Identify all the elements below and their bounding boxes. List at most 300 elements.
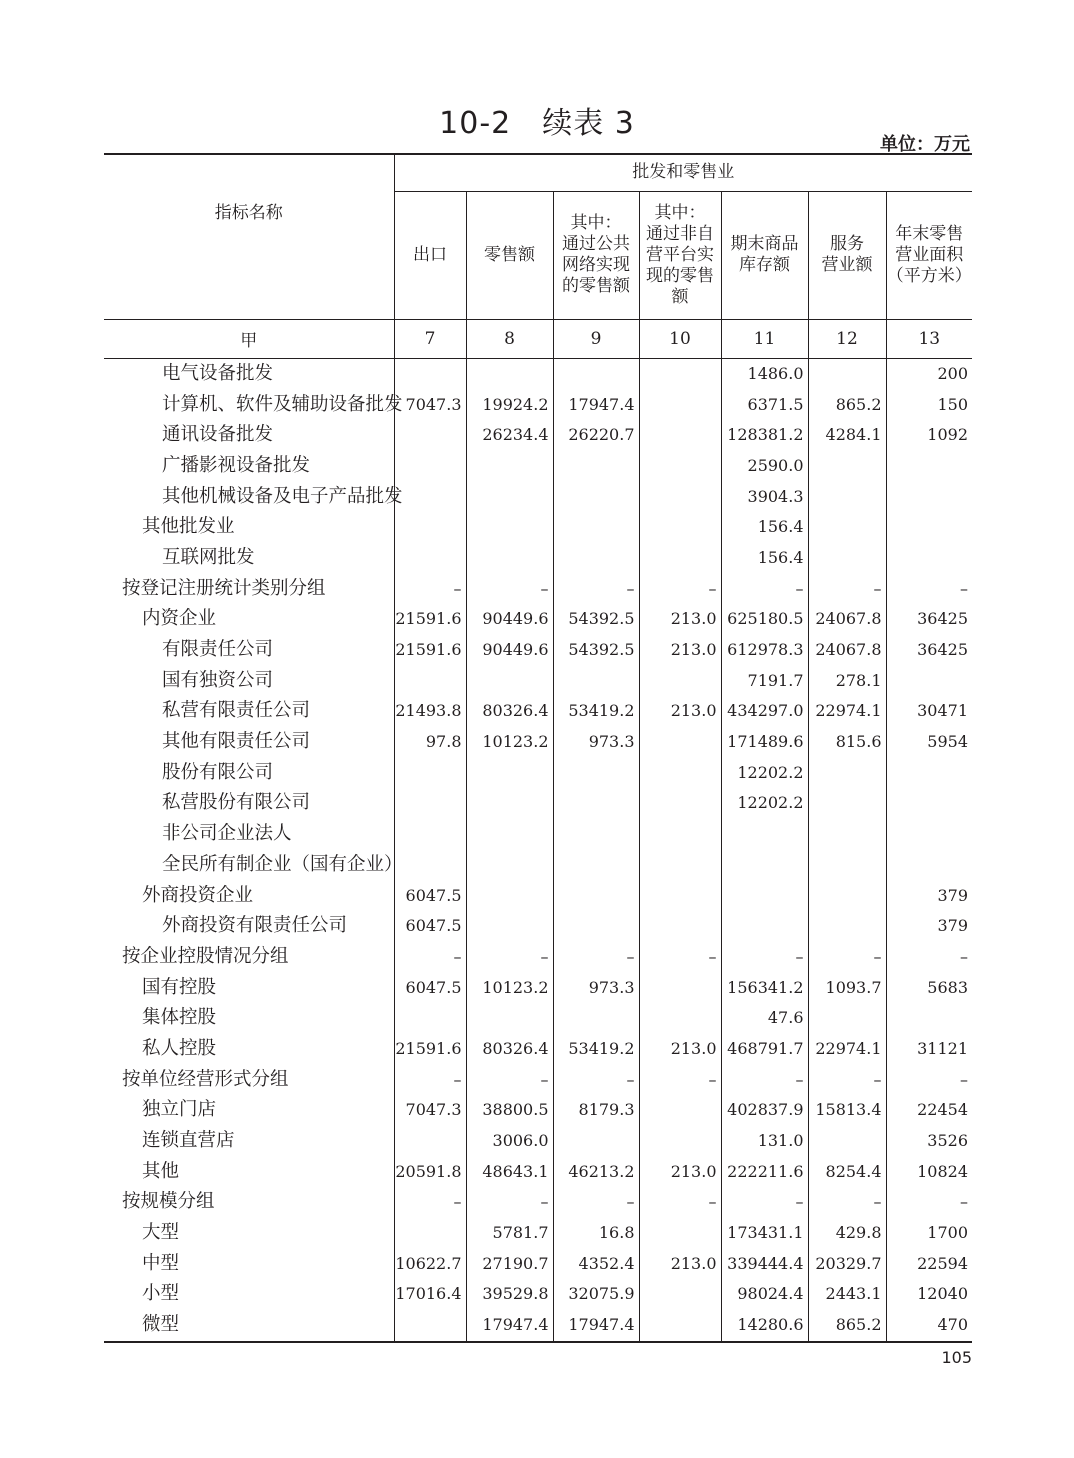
table-cell — [553, 1126, 639, 1157]
table-cell: – — [886, 1187, 972, 1218]
row-label: 通讯设备批发 — [162, 424, 274, 446]
table-cell: 53419.2 — [553, 1034, 639, 1065]
table-cell — [553, 665, 639, 696]
column-header-line: 通过公共 — [562, 234, 630, 254]
table-cell: 17016.4 — [394, 1279, 466, 1310]
table-cell: 54392.5 — [553, 635, 639, 666]
table-cell — [639, 451, 721, 482]
table-cell: 46213.2 — [553, 1156, 639, 1187]
table-cell — [886, 665, 972, 696]
table-cell: 6047.5 — [394, 880, 466, 911]
table-cell — [808, 850, 886, 881]
table-cell: – — [639, 942, 721, 973]
table-cell: 213.0 — [639, 696, 721, 727]
table-cell: 173431.1 — [721, 1218, 808, 1249]
table-row — [104, 880, 972, 911]
table-cell — [886, 757, 972, 788]
table-cell: 80326.4 — [466, 1034, 553, 1065]
table-cell: – — [808, 573, 886, 604]
table-row — [104, 819, 972, 850]
table-cell: 38800.5 — [466, 1095, 553, 1126]
table-cell — [553, 788, 639, 819]
row-label: 私人控股 — [142, 1037, 217, 1059]
column-header-line: 期末商品 — [730, 234, 799, 254]
table-cell — [553, 880, 639, 911]
column-header-3 — [553, 191, 639, 319]
table-cell — [639, 850, 721, 881]
table-cell: 213.0 — [639, 635, 721, 666]
table-cell — [639, 972, 721, 1003]
table-cell — [466, 850, 553, 881]
table-cell — [466, 911, 553, 942]
column-header-line: 营业面积 — [895, 244, 964, 265]
table-cell: 10824 — [886, 1156, 972, 1187]
table-cell: 19924.2 — [466, 389, 553, 420]
table-cell: 128381.2 — [721, 420, 808, 451]
table-cell — [394, 543, 466, 574]
table-row — [104, 1034, 972, 1065]
table-row — [104, 1279, 972, 1310]
row-label: 外商投资企业 — [142, 884, 254, 906]
table-cell: 470 — [886, 1310, 972, 1342]
table-cell: – — [639, 1187, 721, 1218]
row-label: 大型 — [142, 1222, 180, 1244]
index-number: 12 — [808, 319, 886, 358]
table-cell: 6047.5 — [394, 911, 466, 942]
table-cell: 17947.4 — [553, 1310, 639, 1342]
table-cell: 156.4 — [721, 512, 808, 543]
table-cell: 21591.6 — [394, 604, 466, 635]
table-cell: – — [886, 573, 972, 604]
table-cell: 47.6 — [721, 1003, 808, 1034]
row-label: 中型 — [142, 1252, 180, 1274]
table-cell — [466, 481, 553, 512]
column-header-line: 服务 — [830, 234, 864, 254]
table-cell — [639, 665, 721, 696]
table-cell: 222211.6 — [721, 1156, 808, 1187]
table-cell: 21493.8 — [394, 696, 466, 727]
table-cell: 24067.8 — [808, 635, 886, 666]
row-label: 国有控股 — [142, 976, 217, 998]
column-header-7 — [886, 191, 972, 319]
table-cell: – — [639, 1064, 721, 1095]
table-cell — [808, 481, 886, 512]
table-cell: 36425 — [886, 635, 972, 666]
table-cell: – — [808, 1064, 886, 1095]
table-cell: 48643.1 — [466, 1156, 553, 1187]
index-number: 8 — [466, 319, 553, 358]
table-row — [104, 358, 972, 389]
table-row — [104, 389, 972, 420]
table-cell — [639, 1126, 721, 1157]
table-cell — [394, 1310, 466, 1342]
table-cell: 278.1 — [808, 665, 886, 696]
table-cell: 54392.5 — [553, 604, 639, 635]
table-cell — [808, 1003, 886, 1034]
table-cell: – — [553, 942, 639, 973]
row-label: 其他机械设备及电子产品批发 — [162, 485, 403, 507]
table-cell: – — [721, 1187, 808, 1218]
table-cell: 612978.3 — [721, 635, 808, 666]
table-cell: 1093.7 — [808, 972, 886, 1003]
row-label: 其他 — [142, 1160, 180, 1182]
table-body — [104, 358, 972, 1342]
table-cell: – — [394, 1064, 466, 1095]
table-cell: 31121 — [886, 1034, 972, 1065]
table-cell: 131.0 — [721, 1126, 808, 1157]
table-row — [104, 1187, 972, 1218]
table-row — [104, 481, 972, 512]
table-cell — [553, 451, 639, 482]
table-cell: 379 — [886, 911, 972, 942]
table-cell: 12202.2 — [721, 788, 808, 819]
table-cell — [639, 757, 721, 788]
table-row — [104, 942, 972, 973]
column-header-line: 其中： — [654, 202, 706, 223]
table-cell — [721, 880, 808, 911]
table-cell — [394, 358, 466, 389]
table-cell: 22454 — [886, 1095, 972, 1126]
table-row — [104, 665, 972, 696]
table-cell: 17947.4 — [466, 1310, 553, 1342]
table-cell: 22594 — [886, 1248, 972, 1279]
table-cell — [639, 911, 721, 942]
table-cell: 1092 — [886, 420, 972, 451]
table-cell: – — [466, 573, 553, 604]
table-cell — [886, 788, 972, 819]
row-label: 有限责任公司 — [162, 639, 274, 661]
table-row — [104, 1126, 972, 1157]
table-cell — [808, 512, 886, 543]
table-cell: – — [808, 1187, 886, 1218]
table-cell: 379 — [886, 880, 972, 911]
column-header-line: 网络实现 — [562, 255, 630, 275]
table-cell — [886, 1003, 972, 1034]
table-cell: 973.3 — [553, 727, 639, 758]
row-label-header: 指标名称 — [104, 154, 394, 319]
table-cell: 12040 — [886, 1279, 972, 1310]
row-label: 按登记注册统计类别分组 — [122, 577, 326, 599]
table-cell — [639, 481, 721, 512]
table-cell — [466, 543, 553, 574]
table-cell: 2590.0 — [721, 451, 808, 482]
table-cell — [553, 850, 639, 881]
table-cell — [808, 819, 886, 850]
table-cell: 53419.2 — [553, 696, 639, 727]
table-row — [104, 420, 972, 451]
row-label: 非公司企业法人 — [162, 823, 292, 845]
row-label: 外商投资有限责任公司 — [162, 915, 348, 937]
page-title: 10-2 续表 3 — [439, 106, 635, 141]
table-cell — [553, 512, 639, 543]
table-cell — [394, 451, 466, 482]
table-cell: 17947.4 — [553, 389, 639, 420]
table-cell: 24067.8 — [808, 604, 886, 635]
table-cell: 468791.7 — [721, 1034, 808, 1065]
table-cell — [886, 451, 972, 482]
table-cell: 5781.7 — [466, 1218, 553, 1249]
table-cell — [553, 1003, 639, 1034]
table-cell: 1700 — [886, 1218, 972, 1249]
table-row — [104, 573, 972, 604]
table-cell: 213.0 — [639, 604, 721, 635]
table-cell: 156341.2 — [721, 972, 808, 1003]
table-cell: 22974.1 — [808, 696, 886, 727]
table-cell — [466, 819, 553, 850]
table-cell: – — [553, 573, 639, 604]
table-row — [104, 1003, 972, 1034]
table-cell — [394, 850, 466, 881]
table-cell: 213.0 — [639, 1248, 721, 1279]
table-cell: 26220.7 — [553, 420, 639, 451]
table-cell: 434297.0 — [721, 696, 808, 727]
table-cell: – — [721, 1064, 808, 1095]
table-cell: – — [394, 1187, 466, 1218]
row-label: 按单位经营形式分组 — [122, 1068, 289, 1090]
table-cell — [466, 512, 553, 543]
table-cell — [553, 757, 639, 788]
table-cell: 6047.5 — [394, 972, 466, 1003]
table-cell — [394, 512, 466, 543]
table-cell: 973.3 — [553, 972, 639, 1003]
table-cell: 22974.1 — [808, 1034, 886, 1065]
row-label: 连锁直营店 — [142, 1130, 235, 1152]
row-label: 国有独资公司 — [162, 669, 274, 691]
table-cell — [808, 788, 886, 819]
index-number: 9 — [553, 319, 639, 358]
table-cell: 6371.5 — [721, 389, 808, 420]
table-row — [104, 512, 972, 543]
table-cell — [394, 819, 466, 850]
column-header-6 — [808, 191, 886, 319]
index-number: 11 — [721, 319, 808, 358]
table-header — [104, 154, 972, 358]
table-row — [104, 911, 972, 942]
table-cell — [466, 358, 553, 389]
table-cell — [394, 1218, 466, 1249]
table-cell — [886, 481, 972, 512]
table-row — [104, 972, 972, 1003]
table-cell: 3526 — [886, 1126, 972, 1157]
row-label: 内资企业 — [142, 608, 217, 630]
table-cell: 5954 — [886, 727, 972, 758]
table-cell: 150 — [886, 389, 972, 420]
table-cell — [639, 420, 721, 451]
table-cell: 815.6 — [808, 727, 886, 758]
table-cell — [886, 850, 972, 881]
table-cell — [808, 358, 886, 389]
table-cell — [553, 358, 639, 389]
column-header-line: 出口 — [413, 244, 447, 265]
table-cell — [886, 543, 972, 574]
table-cell: 36425 — [886, 604, 972, 635]
table-cell: – — [886, 1064, 972, 1095]
table-cell: 1486.0 — [721, 358, 808, 389]
table-row — [104, 635, 972, 666]
table-cell: 4284.1 — [808, 420, 886, 451]
unit-label: 单位：万元 — [880, 134, 970, 155]
table-cell — [886, 512, 972, 543]
table-cell — [394, 420, 466, 451]
row-label: 小型 — [142, 1283, 180, 1305]
table-row — [104, 1095, 972, 1126]
table-cell: 213.0 — [639, 1034, 721, 1065]
table-cell: – — [466, 1064, 553, 1095]
table-cell: 32075.9 — [553, 1279, 639, 1310]
column-header-line: 零售额 — [484, 244, 535, 265]
table-cell: 14280.6 — [721, 1310, 808, 1342]
row-label: 电气设备批发 — [162, 362, 274, 384]
table-row — [104, 1218, 972, 1249]
row-label: 股份有限公司 — [162, 761, 274, 783]
row-label: 集体控股 — [142, 1007, 217, 1029]
table-cell — [808, 1126, 886, 1157]
row-label: 互联网批发 — [162, 546, 255, 568]
table-cell: 865.2 — [808, 389, 886, 420]
table-cell: 97.8 — [394, 727, 466, 758]
column-header-line: 年末零售 — [895, 223, 964, 244]
table-cell — [553, 911, 639, 942]
table-cell: – — [886, 942, 972, 973]
table-cell — [466, 788, 553, 819]
table-cell: 30471 — [886, 696, 972, 727]
row-label: 全民所有制企业（国有企业） — [162, 853, 403, 875]
table-cell: 10123.2 — [466, 972, 553, 1003]
table-cell — [394, 481, 466, 512]
table-row — [104, 1156, 972, 1187]
table-cell — [639, 389, 721, 420]
table-cell: 7047.3 — [394, 389, 466, 420]
row-label: 微型 — [104, 1310, 394, 1342]
table-row — [104, 1310, 972, 1342]
column-header-1 — [394, 191, 466, 319]
index-number: 7 — [394, 319, 466, 358]
row-label: 私营股份有限公司 — [162, 792, 311, 814]
table-cell: 90449.6 — [466, 604, 553, 635]
table-cell — [721, 911, 808, 942]
table-cell — [639, 1310, 721, 1342]
column-header-4 — [639, 191, 721, 319]
table-cell — [639, 727, 721, 758]
table-row — [104, 788, 972, 819]
table-cell — [553, 481, 639, 512]
table-row — [104, 696, 972, 727]
table-cell: 21591.6 — [394, 1034, 466, 1065]
table-cell: 26234.4 — [466, 420, 553, 451]
table-cell — [639, 1003, 721, 1034]
table-cell: 7191.7 — [721, 665, 808, 696]
table-cell: 4352.4 — [553, 1248, 639, 1279]
table-cell: 98024.4 — [721, 1279, 808, 1310]
column-header-line: 通过非自 — [646, 223, 714, 244]
column-header-line: 的零售额 — [562, 276, 630, 296]
table-cell — [721, 850, 808, 881]
table-cell — [553, 543, 639, 574]
column-header-2 — [466, 191, 553, 319]
table-cell: 625180.5 — [721, 604, 808, 635]
table-cell: – — [466, 942, 553, 973]
table-cell — [394, 757, 466, 788]
column-header-line: 库存额 — [739, 255, 790, 275]
table-cell — [808, 451, 886, 482]
table-cell: 27190.7 — [466, 1248, 553, 1279]
table-cell: 213.0 — [639, 1156, 721, 1187]
column-header-line: 现的零售 — [646, 265, 714, 286]
table-cell — [639, 880, 721, 911]
table-cell — [394, 788, 466, 819]
column-header-line: 营平台实 — [646, 244, 714, 265]
table-cell: – — [466, 1187, 553, 1218]
table-cell: 90449.6 — [466, 635, 553, 666]
table-cell: – — [394, 942, 466, 973]
table-cell: 429.8 — [808, 1218, 886, 1249]
index-label: 甲 — [104, 319, 394, 358]
table-cell — [886, 819, 972, 850]
table-cell — [639, 358, 721, 389]
table-row — [104, 850, 972, 881]
table-cell — [466, 757, 553, 788]
table-cell: 8254.4 — [808, 1156, 886, 1187]
table-cell — [808, 543, 886, 574]
table-cell: 39529.8 — [466, 1279, 553, 1310]
table-cell: 7047.3 — [394, 1095, 466, 1126]
table-cell — [639, 543, 721, 574]
table-cell: 5683 — [886, 972, 972, 1003]
statistics-table — [104, 153, 972, 1343]
table-cell — [639, 512, 721, 543]
table-cell — [394, 1003, 466, 1034]
table-cell — [466, 880, 553, 911]
table-cell — [639, 1218, 721, 1249]
table-cell: 8179.3 — [553, 1095, 639, 1126]
table-cell: – — [721, 942, 808, 973]
table-cell: 21591.6 — [394, 635, 466, 666]
column-header-line: （平方米） — [886, 265, 972, 286]
row-label: 广播影视设备批发 — [162, 454, 311, 476]
table-cell: – — [808, 942, 886, 973]
table-cell — [394, 1126, 466, 1157]
table-cell: 339444.4 — [721, 1248, 808, 1279]
table-cell: 20329.7 — [808, 1248, 886, 1279]
table-row — [104, 451, 972, 482]
table-cell — [721, 819, 808, 850]
table-cell: 156.4 — [721, 543, 808, 574]
table-cell: 3904.3 — [721, 481, 808, 512]
page-number: 105 — [941, 1348, 972, 1367]
table-cell — [394, 665, 466, 696]
table-cell: 3006.0 — [466, 1126, 553, 1157]
table-cell — [808, 911, 886, 942]
table-cell: 865.2 — [808, 1310, 886, 1342]
table-cell — [639, 819, 721, 850]
index-number: 13 — [886, 319, 972, 358]
row-label: 按企业控股情况分组 — [122, 945, 289, 967]
table-cell — [808, 880, 886, 911]
table-row — [104, 604, 972, 635]
table-cell: – — [553, 1064, 639, 1095]
table-cell — [808, 757, 886, 788]
column-header-line: 其中： — [570, 213, 622, 233]
table-cell: 12202.2 — [721, 757, 808, 788]
table-cell — [466, 665, 553, 696]
table-cell: – — [553, 1187, 639, 1218]
table-cell — [639, 1095, 721, 1126]
table-cell — [466, 1003, 553, 1034]
column-header-line: 营业额 — [821, 255, 873, 275]
table-row — [104, 1064, 972, 1095]
table-cell: 80326.4 — [466, 696, 553, 727]
group-header: 批发和零售业 — [394, 154, 972, 191]
